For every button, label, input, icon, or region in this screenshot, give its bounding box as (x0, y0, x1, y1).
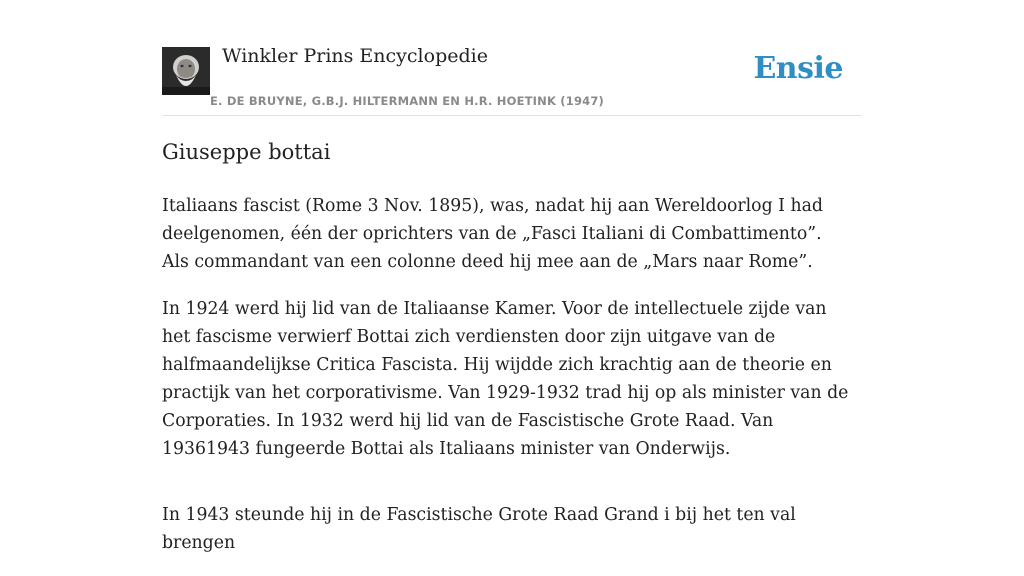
article-paragraph: In 1924 werd hij lid van de Italiaanse Kamer. Voor de intellectuele zijde van het fascisme verwierf Bottai zich verdiensten door zijn uitgave van de halfmaandelijkse Critica Fascista. Hij wijdde zich krachtig aan de theorie en practijk van het corporativisme. Van 1929-1932 trad hij op als minister van de Corporaties. In 1932 werd hij lid van de Fascistische Grote Raad. Van 19361943 fungeerde Bottai als Italiaans minister van Onderwijs. (162, 299, 849, 459)
portrait-icon (162, 47, 210, 95)
article-paragraph: In 1943 steunde hij in de Fascistische Grote Raad Grand i bij het ten val brengen (162, 505, 796, 553)
article-paragraph: Italiaans fascist (Rome 3 Nov. 1895), was, nadat hij aan Wereldoorlog I had deelgenomen, één der oprichters van de „Fasci Italiani di Combattimento”. Als commandant van een colonne deed hij mee aan de „Mars naar Rome”. (162, 196, 823, 272)
author-avatar[interactable] (162, 47, 210, 95)
source-header (162, 0, 862, 116)
article-title: Giuseppe bottai (162, 140, 331, 164)
source-authors: E. DE BRUYNE, G.B.J. HILTERMANN EN H.R. HOETINK (1947) (210, 94, 605, 108)
source-title[interactable]: Winkler Prins Encyclopedie (222, 45, 488, 67)
article-body (162, 192, 852, 576)
ensie-logo-link[interactable]: Ensie (753, 51, 843, 86)
